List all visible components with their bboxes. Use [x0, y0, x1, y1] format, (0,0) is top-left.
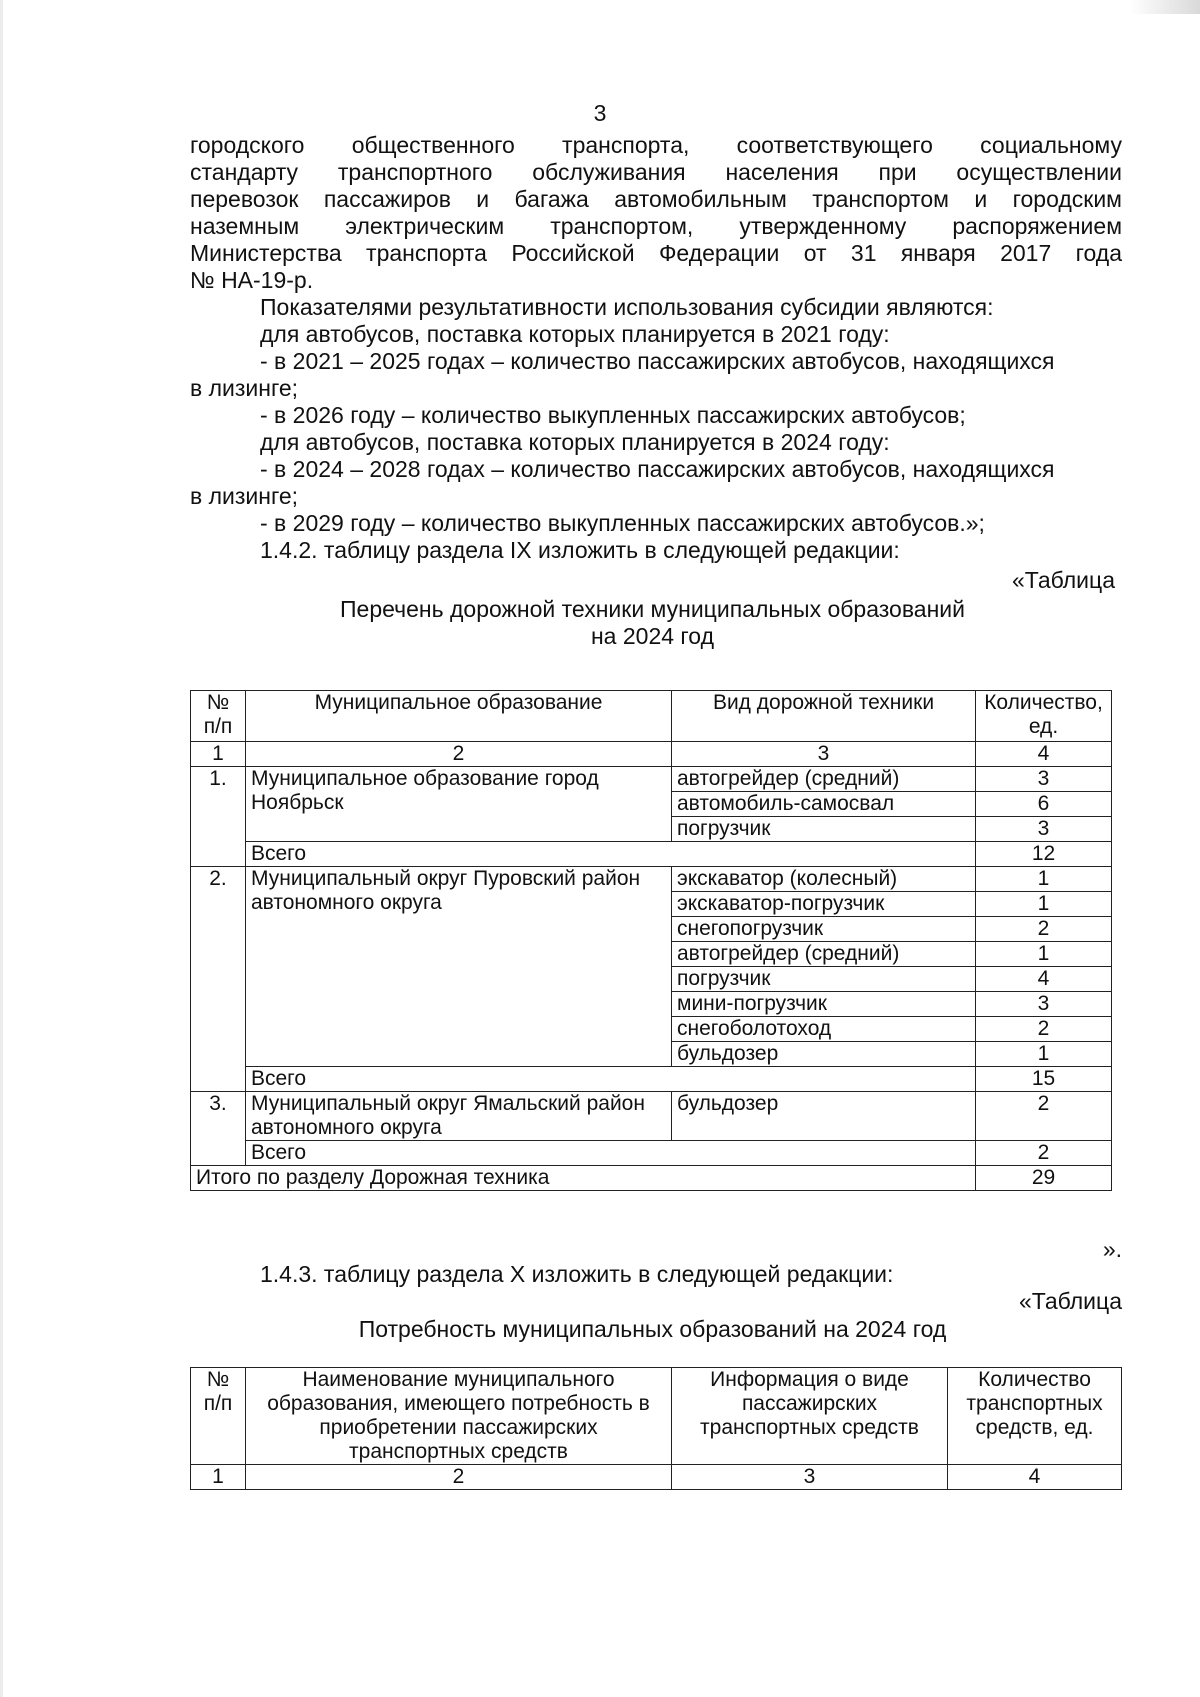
table2-title: Потребность муниципальных образований на 2024 год — [358, 1316, 947, 1342]
table-row — [191, 1092, 1112, 1141]
table1-title-line2: на 2024 год — [590, 623, 715, 649]
equipment-type: экскаватор (колесный) — [672, 867, 976, 892]
subtotal-label: Всего — [246, 842, 976, 867]
subtotal-label: Всего — [246, 1067, 976, 1092]
table2-label: «Таблица — [1019, 1288, 1122, 1314]
municipality-name: Муниципальный округ Пуровский район автономного округа — [246, 867, 672, 1067]
col-number: 3 — [672, 1465, 948, 1490]
paragraph-line: - в 2021 – 2025 годах – количество пассажирских автобусов, находящихся — [260, 348, 1055, 374]
header-vehicle-info: Информация о виде пассажирских транспортных средств — [672, 1368, 948, 1465]
column-number-row — [191, 1465, 1122, 1490]
table-row — [191, 767, 1112, 792]
equipment-type: бульдозер — [672, 1092, 976, 1141]
equipment-type: бульдозер — [672, 1042, 976, 1067]
equipment-qty: 1 — [976, 1042, 1112, 1067]
subtotal-value: 15 — [976, 1067, 1112, 1092]
equipment-type: автомобиль-самосвал — [672, 792, 976, 817]
paragraph-line: - в 2026 году – количество выкупленных пассажирских автобусов; — [260, 402, 966, 428]
equipment-type: мини-погрузчик — [672, 992, 976, 1017]
group-number: 1. — [191, 767, 246, 867]
grand-total-row — [191, 1166, 1112, 1191]
subtotal-value: 2 — [976, 1141, 1112, 1166]
section-1-4-3: 1.4.3. таблицу раздела X изложить в следующей редакции: — [260, 1261, 894, 1287]
road-equipment-table — [190, 690, 1112, 1191]
paragraph-line: в лизинге; — [190, 375, 299, 401]
header-municipality: Муниципальное образование — [246, 691, 672, 742]
table-header-row — [191, 1368, 1122, 1465]
equipment-qty: 3 — [976, 817, 1112, 842]
paragraph-line: для автобусов, поставка которых планируется в 2024 году: — [260, 429, 890, 455]
subtotal-row — [191, 1141, 1112, 1166]
scan-artifact — [1130, 0, 1200, 14]
subtotal-value: 12 — [976, 842, 1112, 867]
equipment-type: экскаватор-погрузчик — [672, 892, 976, 917]
col-number: 1 — [191, 742, 246, 767]
table1-closing-quote: ». — [1102, 1236, 1122, 1262]
equipment-qty: 2 — [976, 1092, 1112, 1141]
table1-title-line1: Перечень дорожной техники муниципальных образований — [340, 596, 965, 622]
equipment-qty: 4 — [976, 967, 1112, 992]
paragraph-line: 1.4.2. таблицу раздела IX изложить в следующей редакции: — [260, 537, 900, 563]
equipment-qty: 1 — [976, 867, 1112, 892]
municipality-name: Муниципальное образование город Ноябрьск — [246, 767, 672, 842]
subtotal-row — [191, 1067, 1112, 1092]
equipment-type: погрузчик — [672, 817, 976, 842]
col-number: 4 — [948, 1465, 1122, 1490]
equipment-qty: 2 — [976, 917, 1112, 942]
equipment-qty: 3 — [976, 992, 1112, 1017]
header-num: № п/п — [191, 1368, 246, 1465]
header-vehicle-qty: Количество транспортных средств, ед. — [948, 1368, 1122, 1465]
header-quantity: Количество, ед. — [976, 691, 1112, 742]
group-number: 3. — [191, 1092, 246, 1166]
page-number: 3 — [593, 100, 607, 126]
col-number: 3 — [672, 742, 976, 767]
header-municipality-name: Наименование муниципального образования, имеющего потребность в приобретении пассажирских транспортных средств — [246, 1368, 672, 1465]
equipment-qty: 2 — [976, 1017, 1112, 1042]
paragraph-line: Показателями результативности использования субсидии являются: — [260, 294, 994, 320]
equipment-qty: 3 — [976, 767, 1112, 792]
paragraph-line: городского общественного транспорта, соответствующего социальному — [190, 132, 1122, 158]
transport-needs-table — [190, 1367, 1122, 1490]
col-number: 4 — [976, 742, 1112, 767]
col-number: 2 — [246, 742, 672, 767]
paragraph-line: перевозок пассажиров и багажа автомобильным транспортом и городским — [190, 186, 1122, 212]
paragraph-line: стандарту транспортного обслуживания населения при осуществлении — [190, 159, 1122, 185]
equipment-type: автогрейдер (средний) — [672, 767, 976, 792]
equipment-qty: 1 — [976, 942, 1112, 967]
paragraph-line: - в 2029 году – количество выкупленных пассажирских автобусов.»; — [260, 510, 985, 536]
paragraph-line: для автобусов, поставка которых планируется в 2021 году: — [260, 321, 890, 347]
equipment-type: снегоболотоход — [672, 1017, 976, 1042]
paragraph-line: в лизинге; — [190, 483, 299, 509]
group-number: 2. — [191, 867, 246, 1092]
column-number-row — [191, 742, 1112, 767]
paragraph-line: - в 2024 – 2028 годах – количество пассажирских автобусов, находящихся — [260, 456, 1055, 482]
subtotal-row — [191, 842, 1112, 867]
paragraph-line: № НА-19-р. — [190, 267, 314, 293]
equipment-type: погрузчик — [672, 967, 976, 992]
grand-total-label: Итого по разделу Дорожная техника — [191, 1166, 976, 1191]
paragraph-line: Министерства транспорта Российской Федерации от 31 января 2017 года — [190, 240, 1122, 266]
equipment-qty: 6 — [976, 792, 1112, 817]
paragraph-line: наземным электрическим транспортом, утвержденному распоряжением — [190, 213, 1122, 239]
header-num: № п/п — [191, 691, 246, 742]
equipment-qty: 1 — [976, 892, 1112, 917]
col-number: 2 — [246, 1465, 672, 1490]
table-header-row — [191, 691, 1112, 742]
table-row — [191, 867, 1112, 892]
equipment-type: снегопогрузчик — [672, 917, 976, 942]
subtotal-label: Всего — [246, 1141, 976, 1166]
equipment-type: автогрейдер (средний) — [672, 942, 976, 967]
scan-edge — [0, 0, 3, 1697]
col-number: 1 — [191, 1465, 246, 1490]
grand-total-value: 29 — [976, 1166, 1112, 1191]
header-equipment-type: Вид дорожной техники — [672, 691, 976, 742]
municipality-name: Муниципальный округ Ямальский район автономного округа — [246, 1092, 672, 1141]
table1-label: «Таблица — [1012, 567, 1115, 593]
